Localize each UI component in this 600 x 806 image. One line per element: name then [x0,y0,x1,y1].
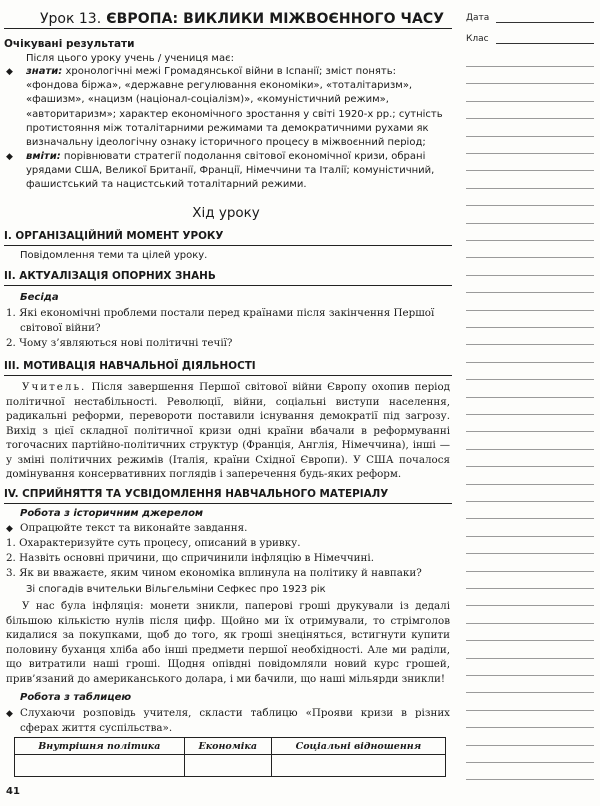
motivation-body: Після завершення Першої світової війни Європу охопив період політичної нестабільності. Революції, війни, соціальні виступи населення, радикальні реформи, перевороти поставили існування демократії під загрозу. Вихід з цієї складної політичної кризи одні країни вбачали в реформуванні тогочасних партійно-політичних структур (Франція, Англія, Німеччина), інші — у зміні політичних режимів (Італія, країни Східної Європи). У США почалося домінування консервативних поглядів і заперечення будь-яких реформ. [6,381,450,480]
note-line[interactable] [466,571,594,572]
diamond-bullet-icon: ◆ [6,152,13,162]
table-work-subtitle: Робота з таблицею [20,692,132,703]
able-text: порівнювати стратегії подолання світової економічної кризи, обрані урядами США, Великої Британії, Франції, Німеччини та Італії; комуністичний, фашистський та нацистський тоталітарний режими. [26,151,435,191]
section-divider [4,245,452,246]
note-line[interactable] [466,675,594,676]
note-line[interactable] [466,692,594,693]
class-field[interactable] [496,43,594,44]
crisis-table [14,737,446,777]
note-line[interactable] [466,170,594,171]
note-line[interactable] [466,397,594,398]
source-question-2: 2. Назвіть основні причини, що спричинили інфляцію в Німеччині. [6,552,374,564]
note-line[interactable] [466,449,594,450]
note-line[interactable] [466,188,594,189]
section-3-title: ІІІ. МОТИВАЦІЯ НАВЧАЛЬНОЇ ДІЯЛЬНОСТІ [4,360,256,372]
source-question-1: 1. Охарактеризуйте суть процесу, описаний в уривку. [6,537,301,549]
table-cell[interactable] [271,755,445,777]
note-line[interactable] [466,605,594,606]
section-divider [4,503,452,504]
note-line[interactable] [466,710,594,711]
section-4-title: IV. СПРИЙНЯТТЯ ТА УСВІДОМЛЕННЯ НАВЧАЛЬНОГО МАТЕРІАЛУ [4,488,389,500]
note-line[interactable] [466,153,594,154]
table-header-cell: Внутрішня політика [15,738,185,755]
note-line[interactable] [466,257,594,258]
page-number: 41 [6,786,20,797]
title-divider [4,28,452,29]
note-line[interactable] [466,379,594,380]
table-row [15,755,446,777]
outcomes-intro: Після цього уроку учень / учениця має: [26,53,234,64]
note-line[interactable] [466,501,594,502]
outcome-know [26,65,450,150]
note-line[interactable] [466,466,594,467]
able-label: вміти: [26,151,61,162]
speaker-label: Учитель. [22,381,87,393]
table-header-row [15,738,446,755]
diamond-bullet-icon: ◆ [6,524,13,534]
note-line[interactable] [466,327,594,328]
know-label: знати: [26,66,63,77]
note-line[interactable] [466,779,594,780]
section-2-title: ІІ. АКТУАЛІЗАЦІЯ ОПОРНИХ ЗНАНЬ [4,270,216,282]
table-header-cell: Економіка [184,738,271,755]
conversation-subtitle: Бесіда [20,292,59,303]
source-title: Зі спогадів вчительки Вільгельміни Сефкес про 1923 рік [26,584,326,595]
note-line[interactable] [466,640,594,641]
source-quote: У нас була інфляція: монети зникли, паперові гроші друкували із дедалі більшою кількістю нулів після цифр. Щойно ми їх отримували, то стрімголов кидалися за покупками, щоб до того, як гроші знеціняться, встигнути купити половину буханця хліба або інші предмети першої необхідності. Але ми раділи, що витратили наші гроші. Щодня опівдні повідомляли новий курс грошей, прив’язаний до американського долара, і ми бачили, що наші мільярди зникли! [6,600,450,685]
note-line[interactable] [466,727,594,728]
date-label: Дата [466,13,490,23]
lesson-header [40,8,444,27]
section-1-text: Повідомлення теми та цілей уроку. [20,250,208,261]
note-line[interactable] [466,414,594,415]
note-line[interactable] [466,484,594,485]
table-task: Слухаючи розповідь учителя, скласти таблицю «Прояви кризи в різних сферах життя суспільства». [20,707,450,734]
lesson-flow-heading: Хід уроку [192,205,260,221]
note-line[interactable] [466,292,594,293]
note-line[interactable] [466,623,594,624]
date-field[interactable] [496,22,594,23]
note-line[interactable] [466,658,594,659]
lesson-title: ЄВРОПА: ВИКЛИКИ МІЖВОЄННОГО ЧАСУ [106,11,445,27]
note-line[interactable] [466,431,594,432]
question-2: 2. Чому з’являються нові політичні течії? [6,337,233,349]
note-line[interactable] [466,745,594,746]
note-line[interactable] [466,536,594,537]
note-line[interactable] [466,66,594,67]
note-line[interactable] [466,344,594,345]
table-cell[interactable] [184,755,271,777]
outcomes-heading: Очікувані результати [4,38,135,50]
note-line[interactable] [466,518,594,519]
table-cell[interactable] [15,755,185,777]
section-divider [4,375,452,376]
note-line[interactable] [466,588,594,589]
motivation-text [6,380,450,482]
lesson-number: Урок 13. [40,11,102,27]
table-header-cell: Соціальні відношення [271,738,445,755]
note-line[interactable] [466,136,594,137]
note-line[interactable] [466,275,594,276]
note-line[interactable] [466,101,594,102]
note-line[interactable] [466,240,594,241]
note-line[interactable] [466,205,594,206]
note-line[interactable] [466,362,594,363]
source-task: Опрацюйте текст та виконайте завдання. [20,522,248,534]
diamond-bullet-icon: ◆ [6,67,13,77]
note-line[interactable] [466,762,594,763]
outcome-able [26,150,450,193]
diamond-bullet-icon: ◆ [6,709,13,719]
source-work-subtitle: Робота з історичним джерелом [20,508,204,519]
note-line[interactable] [466,223,594,224]
note-line[interactable] [466,310,594,311]
question-1: 1. Які економічні проблеми постали перед країнами після закінчення Першої світової війни? [6,307,435,334]
note-line[interactable] [466,118,594,119]
note-line[interactable] [466,83,594,84]
section-divider [4,285,452,286]
know-text: хронологічні межі Громадянської війни в Іспанії; зміст понять: «фондова біржа», «державне регулювання економіки», «тоталітаризм», «фашизм», «нацизм (націонал-соціалізм)», «комуністичний режим», «авторитаризм»; характер економічного зростання у світі 1920-х рр.; сутність протистояння між тоталітарними режимами та демократичними рухами як визначальну ідеологічну ознаку історичного процесу в міжвоєнний період; [26,66,443,149]
section-1-title: І. ОРГАНІЗАЦІЙНИЙ МОМЕНТ УРОКУ [4,230,224,242]
class-label: Клас [466,34,489,44]
source-question-3: 3. Як ви вважаєте, яким чином економіка вплинула на політику й навпаки? [6,567,422,579]
note-line[interactable] [466,553,594,554]
notes-margin [460,0,600,806]
